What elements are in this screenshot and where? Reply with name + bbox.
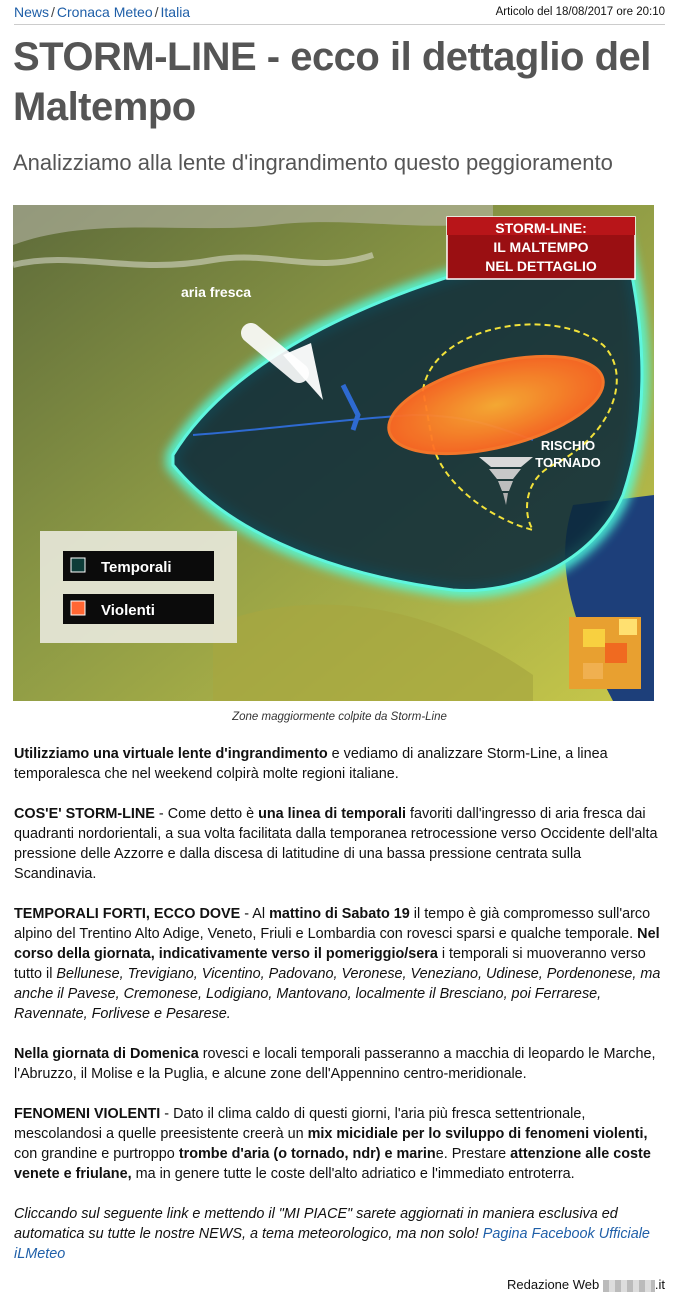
paragraph-facebook bbox=[14, 1204, 664, 1264]
page-subtitle: Analizziamo alla lente d'ingrandimento questo peggioramento bbox=[13, 150, 613, 175]
image-caption: Zone maggiormente colpite da Storm-Line bbox=[232, 711, 447, 723]
body-text: - Dato il clima caldo di questi giorni, l'aria più fresca settentrionale, mescolandosi a quelle preesistente creerà un bbox=[14, 1106, 586, 1142]
bold-text: Nel corso della giornata, indicativamente verso il pomeriggio/sera bbox=[14, 926, 660, 962]
bold-text: trombe d'aria (o tornado, ndr) e marin bbox=[178, 1146, 436, 1162]
top-bar bbox=[14, 4, 665, 25]
badge-line2: IL MALTEMPO bbox=[493, 239, 589, 255]
body-text: con grandine e purtroppo bbox=[14, 1146, 179, 1162]
bold-text: TEMPORALI FORTI, ECCO DOVE bbox=[14, 906, 241, 922]
bold-text: Utilizziamo una virtuale lente d'ingrandimento bbox=[14, 746, 328, 762]
paragraph-temporali-forti bbox=[14, 904, 664, 1024]
badge-line3: NEL DETTAGLIO bbox=[485, 258, 597, 274]
blurred-name bbox=[603, 1280, 655, 1292]
bold-text: una linea di temporali bbox=[258, 806, 407, 822]
italic-text: Bellunese, Trevigiano, Vicentino, Padovano, Veronese, Veneziano, Udinese, Pordenonese, ma anche il Pavese, Cremonese, Lodigiano, Mantovano, localmente il Bresciano, poi Ferrarese, Ravennate, Forlivese e Pesarese. bbox=[14, 966, 661, 1022]
paragraph-intro bbox=[14, 744, 664, 784]
map-legend bbox=[40, 531, 237, 643]
legend-swatch-violenti bbox=[71, 601, 85, 615]
storm-map-image bbox=[13, 205, 654, 701]
tornado-label-line1: RISCHIO bbox=[540, 438, 596, 453]
article-body bbox=[14, 744, 664, 1284]
paragraph-domenica bbox=[14, 1044, 664, 1084]
breadcrumb-cronaca-meteo[interactable]: Cronaca Meteo bbox=[56, 4, 153, 20]
body-text: - Come detto è bbox=[154, 806, 259, 822]
cold-air-label: aria fresca bbox=[181, 284, 252, 300]
signature-suffix: .it bbox=[654, 1277, 665, 1292]
breadcrumb-separator: / bbox=[154, 4, 159, 20]
bold-text: mix micidiale per lo sviluppo di fenomeni violenti, bbox=[307, 1126, 648, 1142]
legend-label-violenti: Violenti bbox=[101, 602, 155, 619]
legend-swatch-temporali bbox=[71, 558, 85, 572]
body-text: e. Prestare bbox=[435, 1146, 511, 1162]
storm-line-badge bbox=[447, 217, 635, 279]
paragraph-cos-e-storm-line bbox=[14, 804, 664, 884]
breadcrumb-italia[interactable]: Italia bbox=[160, 4, 191, 20]
body-text: e vediamo di analizzare Storm-Line, a linea temporalesca che nel weekend colpirà molte regioni italiane. bbox=[14, 746, 608, 782]
badge-line1: STORM-LINE: bbox=[495, 220, 587, 236]
bold-text: mattino di Sabato 19 bbox=[269, 906, 410, 922]
body-text: ma in genere tutte le coste dell'alto adriatico e l'immediato entroterra. bbox=[131, 1166, 575, 1182]
bold-text: COS'E' STORM-LINE bbox=[14, 806, 155, 822]
signature-prefix: Redazione Web bbox=[506, 1277, 600, 1292]
body-text: - Al bbox=[240, 906, 270, 922]
link-text: Pagina Facebook Ufficiale iLMeteo bbox=[14, 1226, 650, 1262]
bold-text: attenzione alle coste venete e friulane, bbox=[14, 1146, 651, 1182]
blurred-logo bbox=[569, 617, 641, 689]
italic-text: Cliccando sul seguente link e mettendo il "MI PIACE" sarete aggiornati in maniera esclusiva ed automatica su tutte le nostre NEWS, a tema meteorologico, ma non solo! bbox=[14, 1206, 618, 1242]
page-title: STORM-LINE - ecco il dettaglio del Maltempo bbox=[13, 35, 651, 129]
article-date: Articolo del 18/08/2017 ore 20:10 bbox=[495, 6, 665, 18]
bold-text: Nella giornata di Domenica bbox=[14, 1046, 199, 1062]
legend-label-temporali: Temporali bbox=[101, 559, 172, 576]
body-text: rovesci e locali temporali passeranno a macchia di leopardo le Marche, l'Abruzzo, il Molise e la Puglia, e alcune zone dell'Appennino centro-meridionale. bbox=[14, 1046, 656, 1082]
author-signature bbox=[507, 1277, 665, 1292]
body-text: i temporali si muoveranno verso tutto il bbox=[14, 946, 646, 982]
paragraph-fenomeni-violenti bbox=[14, 1104, 664, 1184]
body-text: favoriti dall'ingresso di aria fresca dai quadranti nordorientali, a sua volta facilitata dalla temporanea retrocessione verso Occidente dell'alta pressione delle Azzorre e dalla discesa di latitudine di una bassa pressione centrata sulla Scandinavia. bbox=[14, 806, 658, 882]
breadcrumb-separator: / bbox=[51, 4, 55, 20]
tornado-label-line2: TORNADO bbox=[535, 455, 601, 470]
bold-text: FENOMENI VIOLENTI bbox=[14, 1106, 161, 1122]
breadcrumb-news[interactable]: News bbox=[14, 4, 50, 20]
storm-map-graphic bbox=[13, 205, 654, 701]
body-text: il tempo è già compromesso sull'arco alpino del Trentino Alto Adige, Veneto, Friuli e Lombardia con rovesci sparsi e qualche temporale. bbox=[14, 906, 651, 942]
breadcrumb bbox=[14, 4, 190, 20]
